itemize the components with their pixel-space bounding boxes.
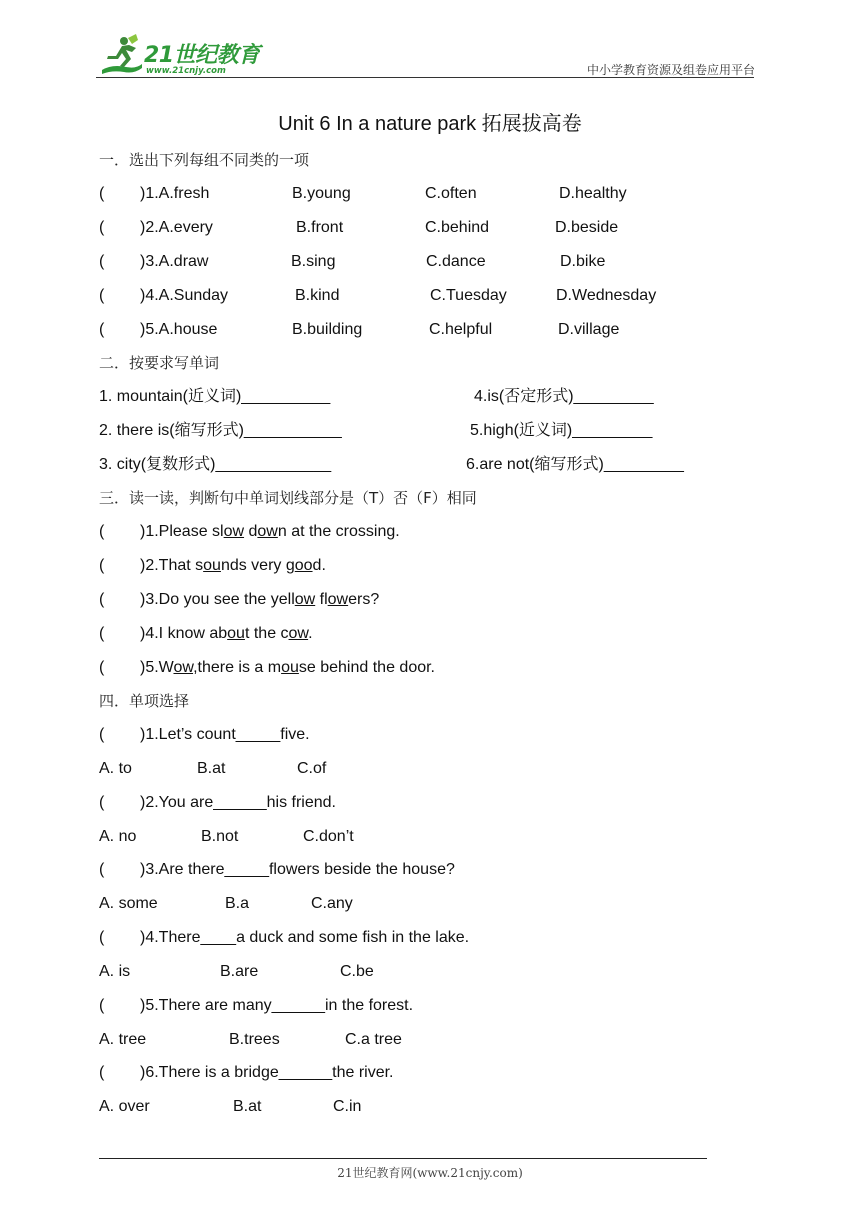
question-option-c: C.often xyxy=(425,185,477,202)
answer-paren: ( xyxy=(99,557,105,574)
option-a: A. over xyxy=(99,1098,150,1115)
underlined-letters: ow xyxy=(327,591,349,608)
option-a: A. is xyxy=(99,963,131,980)
option-c: C.of xyxy=(297,760,327,777)
option-c: C.a tree xyxy=(345,1031,402,1048)
question-option-b: B.front xyxy=(296,219,344,236)
footer-link[interactable]: 21世纪教育网(www.21cnjy.com) xyxy=(337,1166,523,1180)
answer-paren: ( xyxy=(99,997,105,1014)
answer-paren: ( xyxy=(99,253,105,270)
question-text: )6.There is a bridge______the river. xyxy=(140,1064,394,1081)
runner-logo-icon xyxy=(96,34,142,76)
underlined-letters: ow xyxy=(257,523,278,540)
underlined-letters: ow xyxy=(173,659,194,676)
footer-divider xyxy=(99,1158,707,1159)
underlined-letters: ou xyxy=(281,659,299,676)
underlined-letters: ou xyxy=(203,557,221,574)
sentence: )5.Wow,there is a mouse behind the door. xyxy=(140,659,435,676)
underlined-letters: ow xyxy=(294,591,316,608)
question-option-b: B.building xyxy=(292,321,363,338)
answer-paren: ( xyxy=(99,287,105,304)
section-heading-2: 二．按要求写单词 xyxy=(99,354,220,372)
answer-paren: ( xyxy=(99,794,105,811)
word-task-left: 1. mountain(近义词)__________ xyxy=(99,388,331,405)
question-option-b: B.young xyxy=(292,185,351,202)
question-option-d: D.village xyxy=(558,321,620,338)
mc-options xyxy=(99,960,374,984)
question-option-a: )3.A.draw xyxy=(140,253,209,270)
answer-paren: ( xyxy=(99,1064,105,1081)
option-a: A. tree xyxy=(99,1031,147,1048)
word-task-row xyxy=(99,385,654,409)
logo-wordmark: 21世纪教育 xyxy=(144,43,260,68)
option-b: B.are xyxy=(220,963,259,980)
question-option-d: D.healthy xyxy=(559,185,627,202)
option-b: B.a xyxy=(225,895,250,912)
question-option-a: )2.A.every xyxy=(140,219,213,236)
sentence: )4.I know about the cow. xyxy=(140,625,313,642)
word-task-left: 2. there is(缩写形式)___________ xyxy=(99,422,342,439)
platform-name: 中小学教育资源及组卷应用平台 xyxy=(586,63,755,77)
question-option-c: C.Tuesday xyxy=(430,287,507,304)
option-c: C.be xyxy=(340,963,374,980)
mc-options xyxy=(99,757,327,781)
answer-paren: ( xyxy=(99,219,105,236)
question-text: )2.You are______his friend. xyxy=(140,794,336,811)
question-option-a: )4.A.Sunday xyxy=(140,287,229,304)
mc-options xyxy=(99,825,354,849)
mc-options xyxy=(99,892,353,916)
logo xyxy=(96,34,266,78)
option-b: B.at xyxy=(197,760,226,777)
option-c: C.don’t xyxy=(303,828,354,845)
sentence: )3.Do you see the yellow flowers? xyxy=(140,591,380,608)
question-option-c: C.behind xyxy=(425,219,490,236)
answer-paren: ( xyxy=(99,659,105,676)
question-text: )3.Are there_____flowers beside the house? xyxy=(140,861,455,878)
question-text: )1.Let’s count_____five. xyxy=(140,726,310,743)
answer-paren: ( xyxy=(99,523,105,540)
question-option-d: D.beside xyxy=(555,219,619,236)
page-title: Unit 6 In a nature park 拓展拔高卷 xyxy=(278,113,582,135)
answer-paren: ( xyxy=(99,591,105,608)
answer-paren: ( xyxy=(99,861,105,878)
section-heading-1: 一．选出下列每组不同类的一项 xyxy=(99,151,310,169)
answer-paren: ( xyxy=(99,929,105,946)
option-b: B.trees xyxy=(229,1031,280,1048)
answer-paren: ( xyxy=(99,726,105,743)
sentence: )1.Please slow down at the crossing. xyxy=(140,523,400,540)
mc-options xyxy=(99,1095,362,1119)
section-heading-3: 三．读一读，判断句中单词划线部分是（T）否（F）相同 xyxy=(99,489,477,507)
option-a: A. no xyxy=(99,828,137,845)
question-option-b: B.kind xyxy=(295,287,340,304)
mc-options xyxy=(99,1028,402,1052)
underlined-letters: ow xyxy=(223,523,245,540)
word-task-right: 6.are not(缩写形式)_________ xyxy=(466,456,684,473)
option-a: A. to xyxy=(99,760,132,777)
option-b: B.at xyxy=(233,1098,262,1115)
underlined-letters: oo xyxy=(294,557,313,574)
header-divider xyxy=(96,77,754,78)
word-task-row xyxy=(99,419,653,443)
question-option-c: C.dance xyxy=(426,253,486,270)
page-header xyxy=(0,0,860,80)
option-b: B.not xyxy=(201,828,239,845)
logo-url: www.21cnjy.com xyxy=(146,66,226,76)
option-c: C.any xyxy=(311,895,353,912)
option-a: A. some xyxy=(99,895,158,912)
word-task-left: 3. city(复数形式)_____________ xyxy=(99,456,332,473)
question-text: )4.There____a duck and some fish in the lake. xyxy=(140,929,470,946)
question-option-a: )5.A.house xyxy=(140,321,218,338)
option-c: C.in xyxy=(333,1098,362,1115)
question-option-d: D.Wednesday xyxy=(556,287,657,304)
question-option-a: )1.A.fresh xyxy=(140,185,210,202)
section-heading-4: 四．单项选择 xyxy=(99,692,190,710)
question-option-d: D.bike xyxy=(560,253,606,270)
question-option-c: C.helpful xyxy=(429,321,493,338)
answer-paren: ( xyxy=(99,321,105,338)
word-task-right: 4.is(否定形式)_________ xyxy=(474,388,654,405)
answer-paren: ( xyxy=(99,625,105,642)
word-task-right: 5.high(近义词)_________ xyxy=(470,422,653,439)
answer-paren: ( xyxy=(99,185,105,202)
sentence: )2.That sounds very good. xyxy=(140,557,326,574)
underlined-letters: ou xyxy=(227,625,245,642)
word-task-row xyxy=(99,453,684,477)
question-text: )5.There are many______in the forest. xyxy=(140,997,414,1014)
question-option-b: B.sing xyxy=(291,253,336,270)
underlined-letters: ow xyxy=(288,625,309,642)
